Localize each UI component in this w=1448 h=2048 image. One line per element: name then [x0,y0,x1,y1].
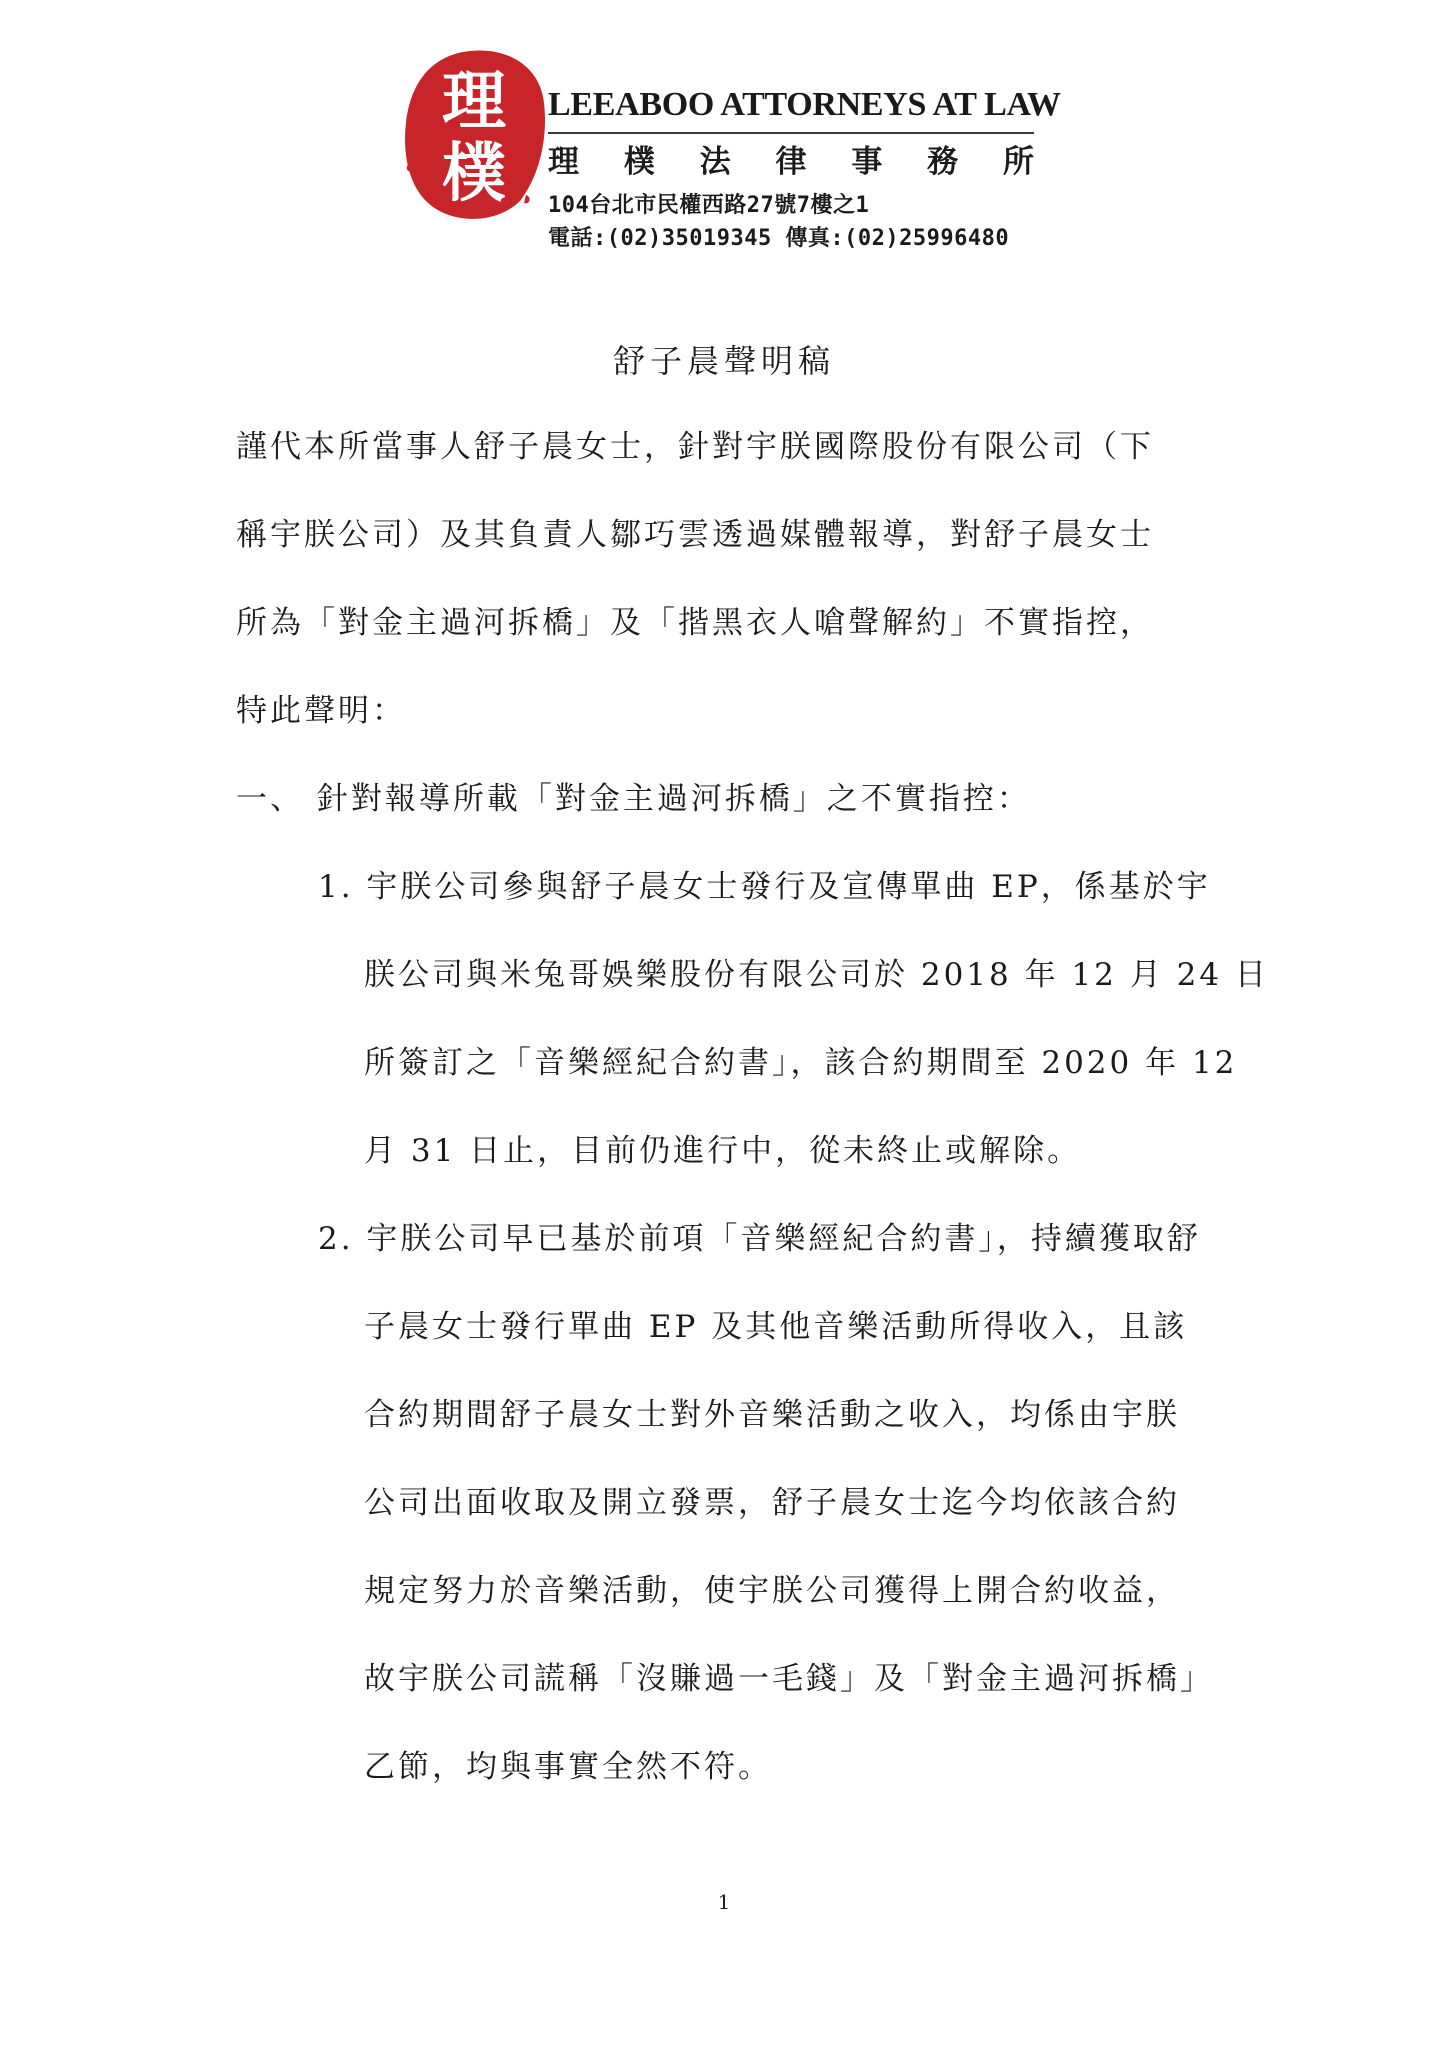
intro-line: 特此聲明： [236,693,406,729]
item-2-line: 2. 宇朕公司早已基於前項「音樂經紀合約書」，持續獲取舒 [318,1221,1201,1257]
item-2-line: 乙節，均與事實全然不符。 [364,1749,772,1785]
item-1-line: 朕公司與米兔哥娛樂股份有限公司於 2018 年 12 月 24 日 [364,957,1269,993]
firm-name-char: 務 [927,144,959,180]
svg-text:理: 理 [442,64,506,139]
firm-name-char: 所 [1002,144,1034,180]
item-1-line: 1. 宇朕公司參與舒子晨女士發行及宣傳單曲 EP，係基於宇 [318,869,1211,905]
letterhead [548,86,1061,255]
firm-name-chinese [548,144,1034,181]
firm-address: 104台北市民權西路27號7樓之1 [548,193,870,219]
item-2-line: 合約期間舒子晨女士對外音樂活動之收入，均係由宇朕 [364,1397,1180,1433]
firm-seal-logo [400,45,548,223]
intro-line: 謹代本所當事人舒子晨女士，針對宇朕國際股份有限公司（下 [236,429,1154,465]
item-1-line: 月 31 日止，目前仍進行中，從未終止或解除。 [364,1133,1082,1169]
firm-name-char: 事 [851,144,883,180]
firm-name-char: 法 [699,144,731,180]
item-2-line: 故宇朕公司謊稱「沒賺過一毛錢」及「對金主過河拆橋」 [364,1661,1214,1697]
item-1-line: 所簽訂之「音樂經紀合約書」，該合約期間至 2020 年 12 [364,1045,1238,1081]
intro-line: 所為「對金主過河拆橋」及「揩黑衣人嗆聲解約」不實指控， [236,605,1154,641]
letterhead-rule [548,132,1034,134]
page-number: 1 [717,1890,731,1914]
firm-name-char: 律 [775,144,807,180]
document-title: 舒子晨聲明稿 [612,342,835,380]
section-heading: 一、 針對報導所載「對金主過河拆橋」之不實指控： [236,781,1031,817]
firm-phone-fax: 電話:(02)35019345 傳真:(02)25996480 [548,226,1010,252]
svg-text:樸: 樸 [442,136,506,211]
item-2-line: 子晨女士發行單曲 EP 及其他音樂活動所得收入，且該 [364,1309,1188,1345]
item-2-line: 規定努力於音樂活動，使宇朕公司獲得上開合約收益， [364,1573,1180,1609]
firm-name-char: 樸 [623,144,655,180]
intro-line: 稱宇朕公司）及其負責人鄒巧雲透過媒體報導，對舒子晨女士 [236,517,1154,553]
item-2-line: 公司出面收取及開立發票，舒子晨女士迄今均依該合約 [364,1485,1180,1521]
firm-name-char: 理 [548,144,579,180]
firm-name-english: LEEABOO ATTORNEYS AT LAW [548,86,1061,123]
